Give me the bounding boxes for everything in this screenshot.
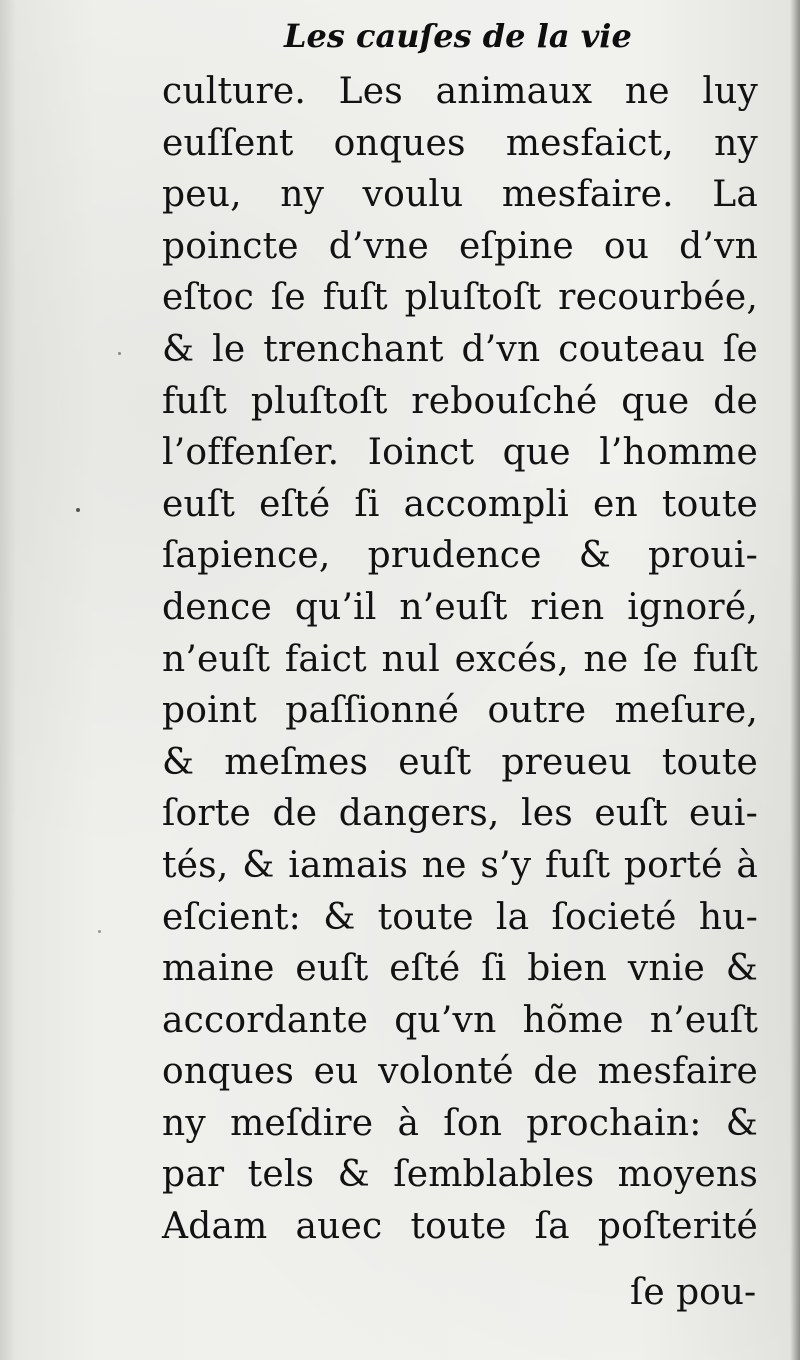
body-text [162, 66, 758, 1253]
text-line: euſt eſté ſi accompli en toute [162, 483, 758, 525]
text-line: n’euſt faict nul excés, ne ſe fuſt [162, 638, 758, 680]
page-left-shadow [0, 0, 16, 1360]
text-line: & le trenchant d’vn couteau ſe [162, 328, 758, 370]
text-line: l’offenſer. Ioinct que l’homme [162, 432, 758, 474]
text-line: fuſt pluſtoſt rebouſché que de [162, 380, 758, 422]
text-line: & meſmes euſt preueu toute [162, 741, 758, 783]
text-line: ſapience, prudence & proui- [162, 535, 758, 577]
text-line: eſcient: & toute la ſocieté hu- [162, 896, 758, 938]
text-line: par tels & ſemblables moyens [162, 1154, 758, 1196]
running-head: Les cauſes de la vie [284, 17, 632, 55]
text-line: accordante qu’vn hõme n’euſt [162, 999, 758, 1041]
text-line: ny meſdire à ſon prochain: & [162, 1102, 758, 1144]
text-line: Adam auec toute ſa poſterité [162, 1206, 758, 1248]
text-line: point paſſionné outre meſure, [162, 690, 758, 732]
text-line: tés, & iamais ne s’y fuſt porté à [162, 844, 758, 886]
text-line: onques eu volonté de mesfaire [162, 1051, 758, 1093]
catchword: ſe pou- [630, 1272, 757, 1313]
text-line: poincte d’vne eſpine ou d’vn [162, 225, 758, 267]
text-line: eſtoc ſe fuſt pluſtoſt recourbée, [162, 277, 758, 319]
text-line: culture. Les animaux ne luy [162, 71, 758, 112]
text-line: peu, ny voulu mesfaire. La [162, 174, 758, 216]
paper-speck [118, 352, 121, 355]
text-line: dence qu’il n’euſt rien ignoré, [162, 586, 758, 628]
paper-speck [76, 508, 80, 512]
text-line: ſorte de dangers, les euſt eui- [162, 793, 758, 835]
text-line: euſſent onques mesfaict, ny [162, 122, 758, 164]
text-line: maine euſt eſté ſi bien vnie & [162, 948, 758, 990]
page-gutter-shadow [790, 0, 800, 1360]
paper-speck [98, 930, 101, 933]
